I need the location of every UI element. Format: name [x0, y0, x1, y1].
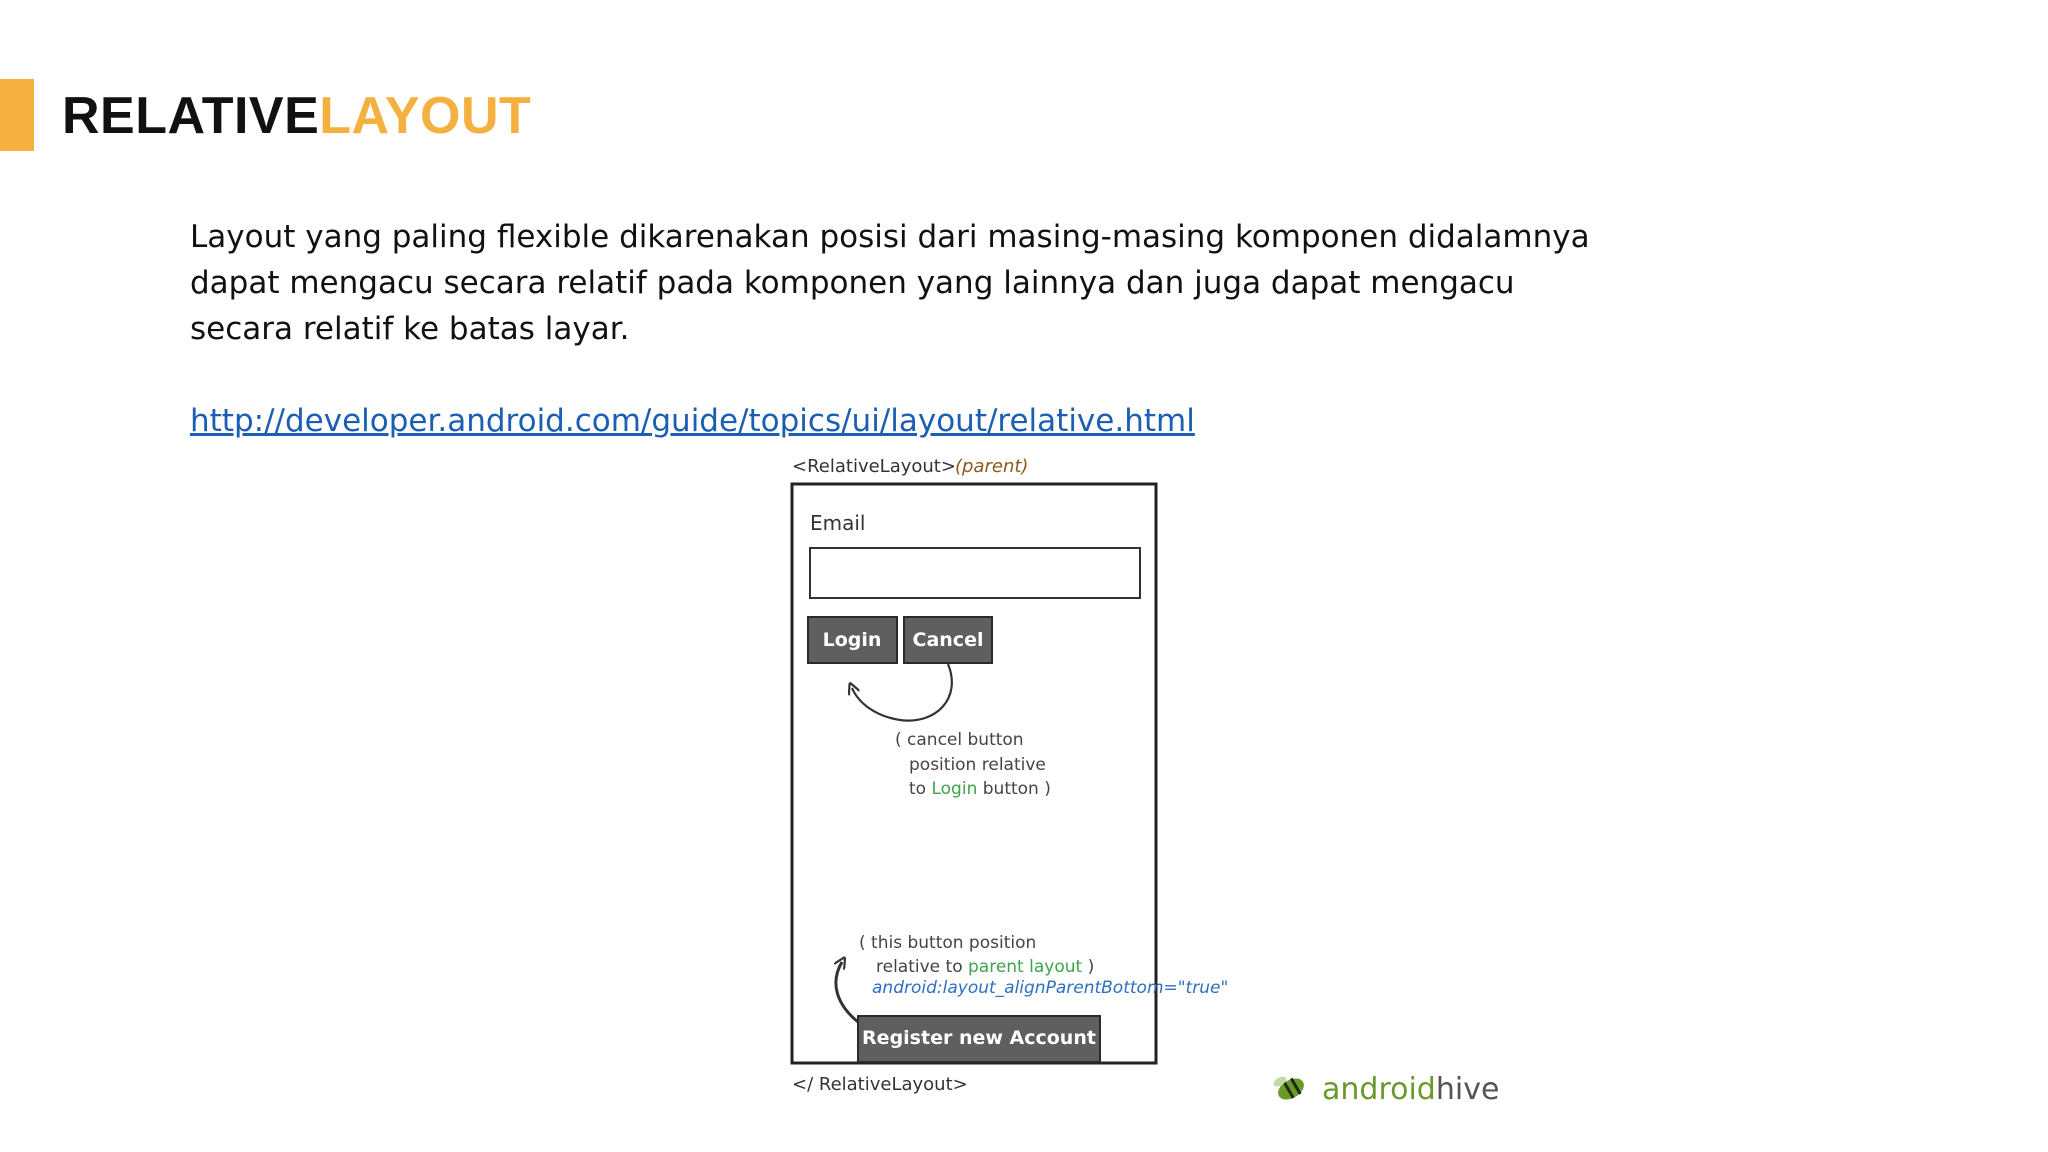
email-input	[810, 548, 1140, 598]
title-main: RELATIVE	[62, 87, 320, 145]
cancel-note-line2: position relative	[909, 755, 1046, 775]
documentation-link[interactable]: http://developer.android.com/guide/topics/ui/layout/relative.html	[190, 403, 1195, 439]
open-tag-text: <RelativeLayout>	[792, 456, 956, 477]
slide-title	[62, 86, 531, 146]
register-note-line1: ( this button position	[859, 933, 1037, 953]
register-attribute-text: android:layout_alignParentBottom="true"	[872, 978, 1229, 998]
email-label: Email	[810, 511, 866, 535]
open-tag-note: (parent)	[955, 456, 1029, 477]
androidhive-logo	[1271, 1068, 1500, 1107]
cancel-note-line1: ( cancel button	[895, 730, 1024, 750]
register-note-line2: relative to parent layout )	[876, 957, 1095, 977]
close-tag-text: </ RelativeLayout>	[792, 1074, 968, 1095]
cancel-note-line3: to Login button )	[909, 779, 1051, 799]
login-button-label: Login	[822, 629, 882, 651]
bee-icon	[1271, 1068, 1308, 1104]
cancel-button-label: Cancel	[912, 629, 984, 651]
title-accent-bar	[0, 79, 34, 151]
register-button-label: Register new Account	[862, 1027, 1096, 1049]
title-accent-text: LAYOUT	[319, 87, 532, 145]
slide-description: Layout yang paling flexible dikarenakan posisi dari masing-masing komponen didalamnya dapat mengacu secara relatif pada komponen yang lainnya dan juga dapat mengacu secara relatif ke batas layar.	[190, 219, 1590, 347]
brand-name: androidhive	[1322, 1072, 1500, 1107]
